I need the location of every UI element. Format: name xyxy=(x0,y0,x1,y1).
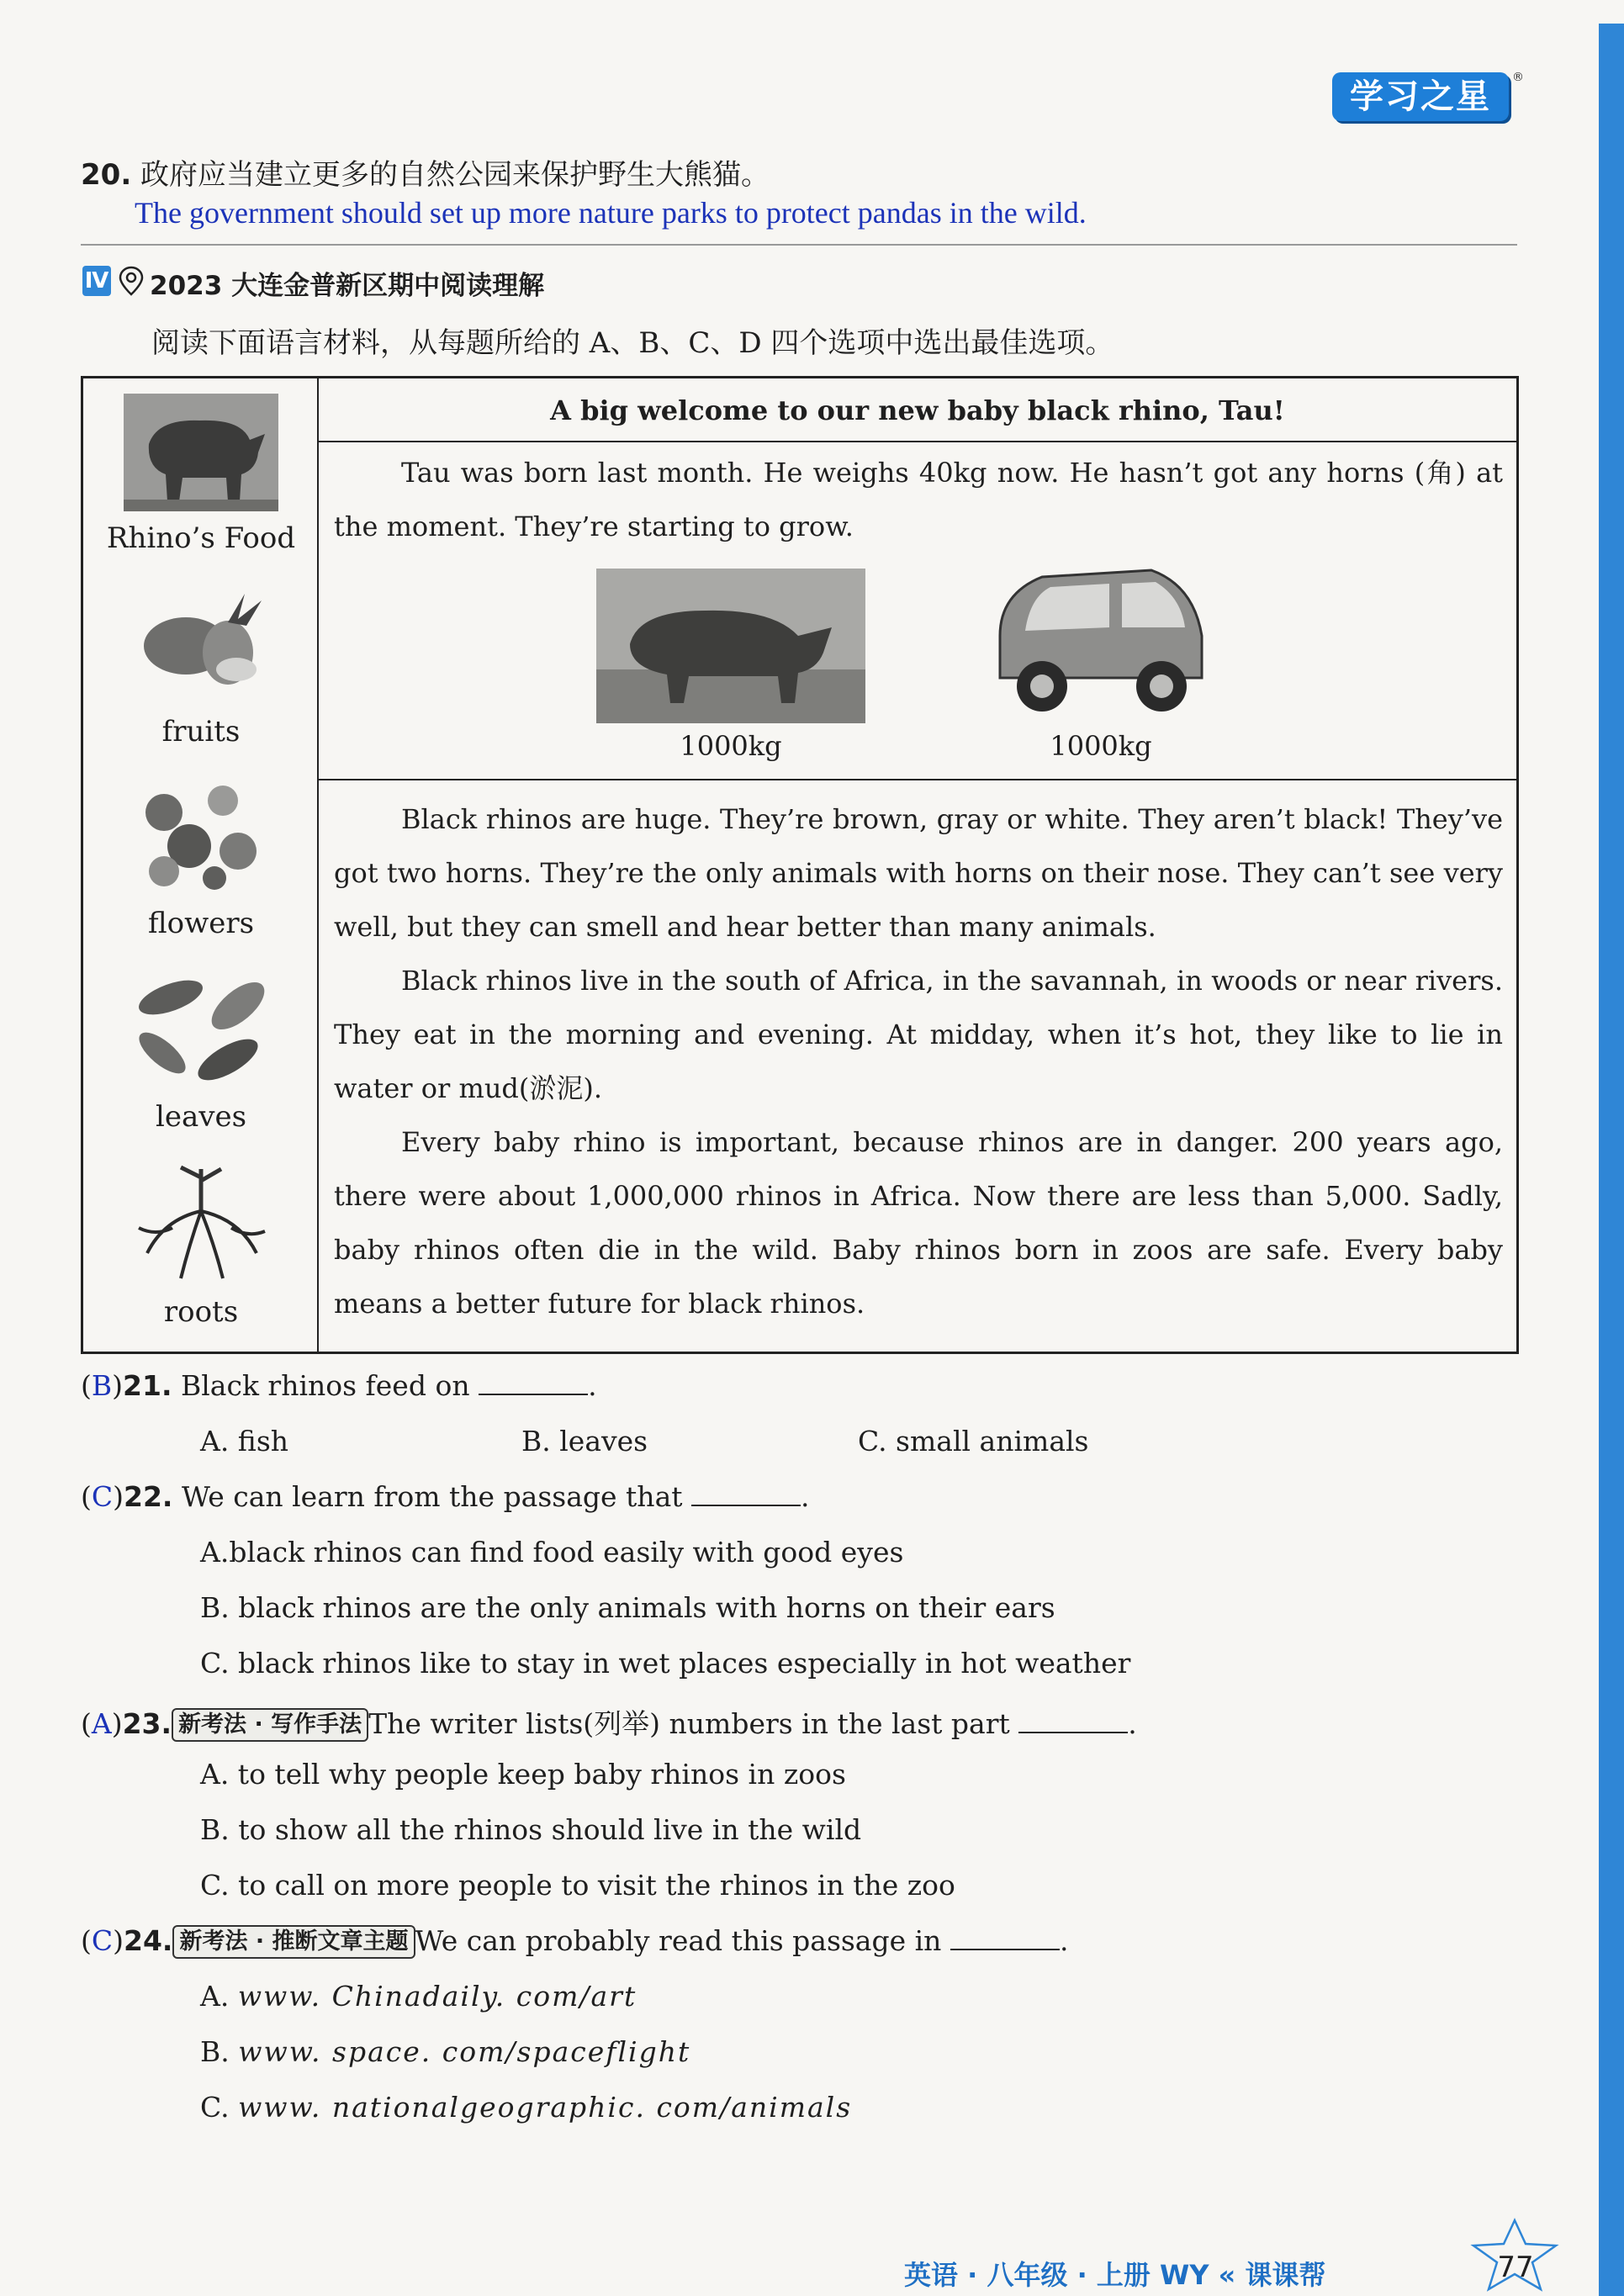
question-number: 22. xyxy=(124,1480,173,1513)
brand-logo: 学习之星 xyxy=(1332,72,1509,121)
question-23-stem: The writer lists(列举) numbers in the last part xyxy=(368,1707,1010,1740)
divider xyxy=(81,244,1517,246)
rhino-weight-label: 1000kg xyxy=(680,730,782,762)
question-number: 23. xyxy=(122,1707,172,1740)
question-21-stem: Black rhinos feed on xyxy=(180,1369,470,1402)
option-21-a: A. fish xyxy=(200,1425,289,1457)
food-label-leaves: leaves xyxy=(155,1100,247,1134)
roots-icon xyxy=(130,1161,272,1287)
page-number: 77 xyxy=(1497,2251,1534,2284)
section-badge: Ⅳ xyxy=(82,266,111,296)
footer-book-info: 英语 · 八年级 · 上册 WY « 课课帮 xyxy=(904,2259,1326,2291)
option-22-a: A.black rhinos can find food easily with good eyes xyxy=(200,1536,904,1569)
food-label-flowers: flowers xyxy=(147,907,255,940)
car-icon xyxy=(975,560,1227,728)
question-number: 20. xyxy=(81,158,132,192)
passage-paragraph-3: Every baby rhino is important, because rhinos are in danger. 200 years ago, there were about 1,000,000 rhinos in Africa. Now there are less than 5,000. Sadly, baby rhinos often die in the wild. Baby rhinos born in zoos are safe. Every baby means a better future for black rhinos. xyxy=(334,1126,1503,1320)
option-url: www. nationalgeographic. com/animals xyxy=(238,2091,853,2124)
food-label-fruits: fruits xyxy=(161,715,241,749)
passage-row xyxy=(319,780,1516,1352)
option-url: www. space. com/spaceflight xyxy=(238,2035,691,2068)
question-22-stem: We can learn from the passage that xyxy=(181,1480,683,1513)
side-color-bar xyxy=(1599,24,1624,2296)
question-22: (C)22. We can learn from the passage that . xyxy=(81,1480,810,1513)
question-20 xyxy=(81,151,770,193)
rhino-food-column xyxy=(83,378,319,1352)
option-23-a: A. to tell why people keep baby rhinos in zoos xyxy=(200,1758,846,1791)
question-number: 24. xyxy=(124,1924,173,1957)
question-20-answer: The government should set up more nature parks to protect pandas in the wild. xyxy=(135,196,1087,230)
leaves-icon xyxy=(129,972,273,1087)
option-24-b xyxy=(200,2035,690,2068)
fruits-icon xyxy=(127,585,275,695)
intro-row xyxy=(319,442,1516,780)
option-24-c xyxy=(200,2091,852,2124)
question-20-chinese: 政府应当建立更多的自然公园来保护野生大熊猫。 xyxy=(140,158,770,192)
car-weight-label: 1000kg xyxy=(1050,730,1152,762)
option-letter: A. xyxy=(200,1980,238,2013)
option-24-a xyxy=(200,1980,637,2013)
passage-paragraph-2: Black rhinos live in the south of Africa, in the savannah, in woods or near rivers. They eat in the morning and evening. At midday, when it’s hot, they like to lie in water or mud(淤泥). xyxy=(334,965,1503,1104)
option-letter: C. xyxy=(200,2091,239,2124)
answer-blank xyxy=(479,1373,588,1395)
option-url: www. Chinadaily. com/art xyxy=(237,1980,637,2013)
option-23-b: B. to show all the rhinos should live in the wild xyxy=(200,1813,862,1846)
food-label-roots: roots xyxy=(163,1295,239,1329)
option-21-b: B. leaves xyxy=(521,1425,648,1457)
reading-material-table xyxy=(81,376,1519,1354)
question-24-stem: We can probably read this passage in xyxy=(415,1924,942,1957)
rhino-food-title: Rhino’s Food xyxy=(106,521,296,555)
answer-blank xyxy=(691,1484,801,1506)
section-title: 2023 大连金普新区期中阅读理解 xyxy=(150,271,545,301)
answer-22: C xyxy=(91,1480,114,1513)
rhino-photo-icon xyxy=(124,394,278,511)
option-22-b: B. black rhinos are the only animals with horns on their ears xyxy=(200,1591,1055,1624)
section-instruction: 阅读下面语言材料，从每题所给的 A、B、C、D 四个选项中选出最佳选项。 xyxy=(151,326,1114,360)
intro-paragraph: Tau was born last month. He weighs 40kg now. He hasn’t got any horns (角) at the moment. They’re starting to grow. xyxy=(334,457,1504,542)
question-23: (A)23. 新考法 · 写作手法 The writer lists(列举) numbers in the last part . xyxy=(81,1707,1137,1740)
answer-24: C xyxy=(91,1924,114,1957)
answer-21: B xyxy=(91,1369,113,1402)
option-22-c: C. black rhinos like to stay in wet places especially in hot weather xyxy=(200,1647,1131,1680)
question-21: (B)21. Black rhinos feed on . xyxy=(81,1369,597,1402)
option-21-c: C. small animals xyxy=(858,1425,1089,1457)
flowers-icon xyxy=(130,779,272,893)
answer-23: A xyxy=(91,1707,112,1740)
question-23-tag: 新考法 · 写作手法 xyxy=(172,1708,368,1742)
answer-blank xyxy=(1018,1711,1128,1733)
article-title: A big welcome to our new baby black rhino, Tau! xyxy=(319,378,1516,442)
answer-blank xyxy=(950,1928,1060,1950)
question-24-tag: 新考法 · 推断文章主题 xyxy=(172,1925,415,1959)
registered-mark: ® xyxy=(1512,71,1524,84)
rhino-comparison-photo-icon xyxy=(596,569,865,723)
option-23-c: C. to call on more people to visit the rhinos in the zoo xyxy=(200,1869,955,1902)
question-24: (C)24. 新考法 · 推断文章主题 We can probably read this passage in . xyxy=(81,1924,1069,1957)
location-pin-icon xyxy=(118,266,145,296)
option-letter: B. xyxy=(200,2035,239,2068)
question-number: 21. xyxy=(123,1369,172,1402)
passage-paragraph-1: Black rhinos are huge. They’re brown, gray or white. They aren’t black! They’ve got two horns. They’re the only animals with horns on their nose. They can’t see very well, but they can smell and hear better than many animals. xyxy=(334,803,1503,943)
